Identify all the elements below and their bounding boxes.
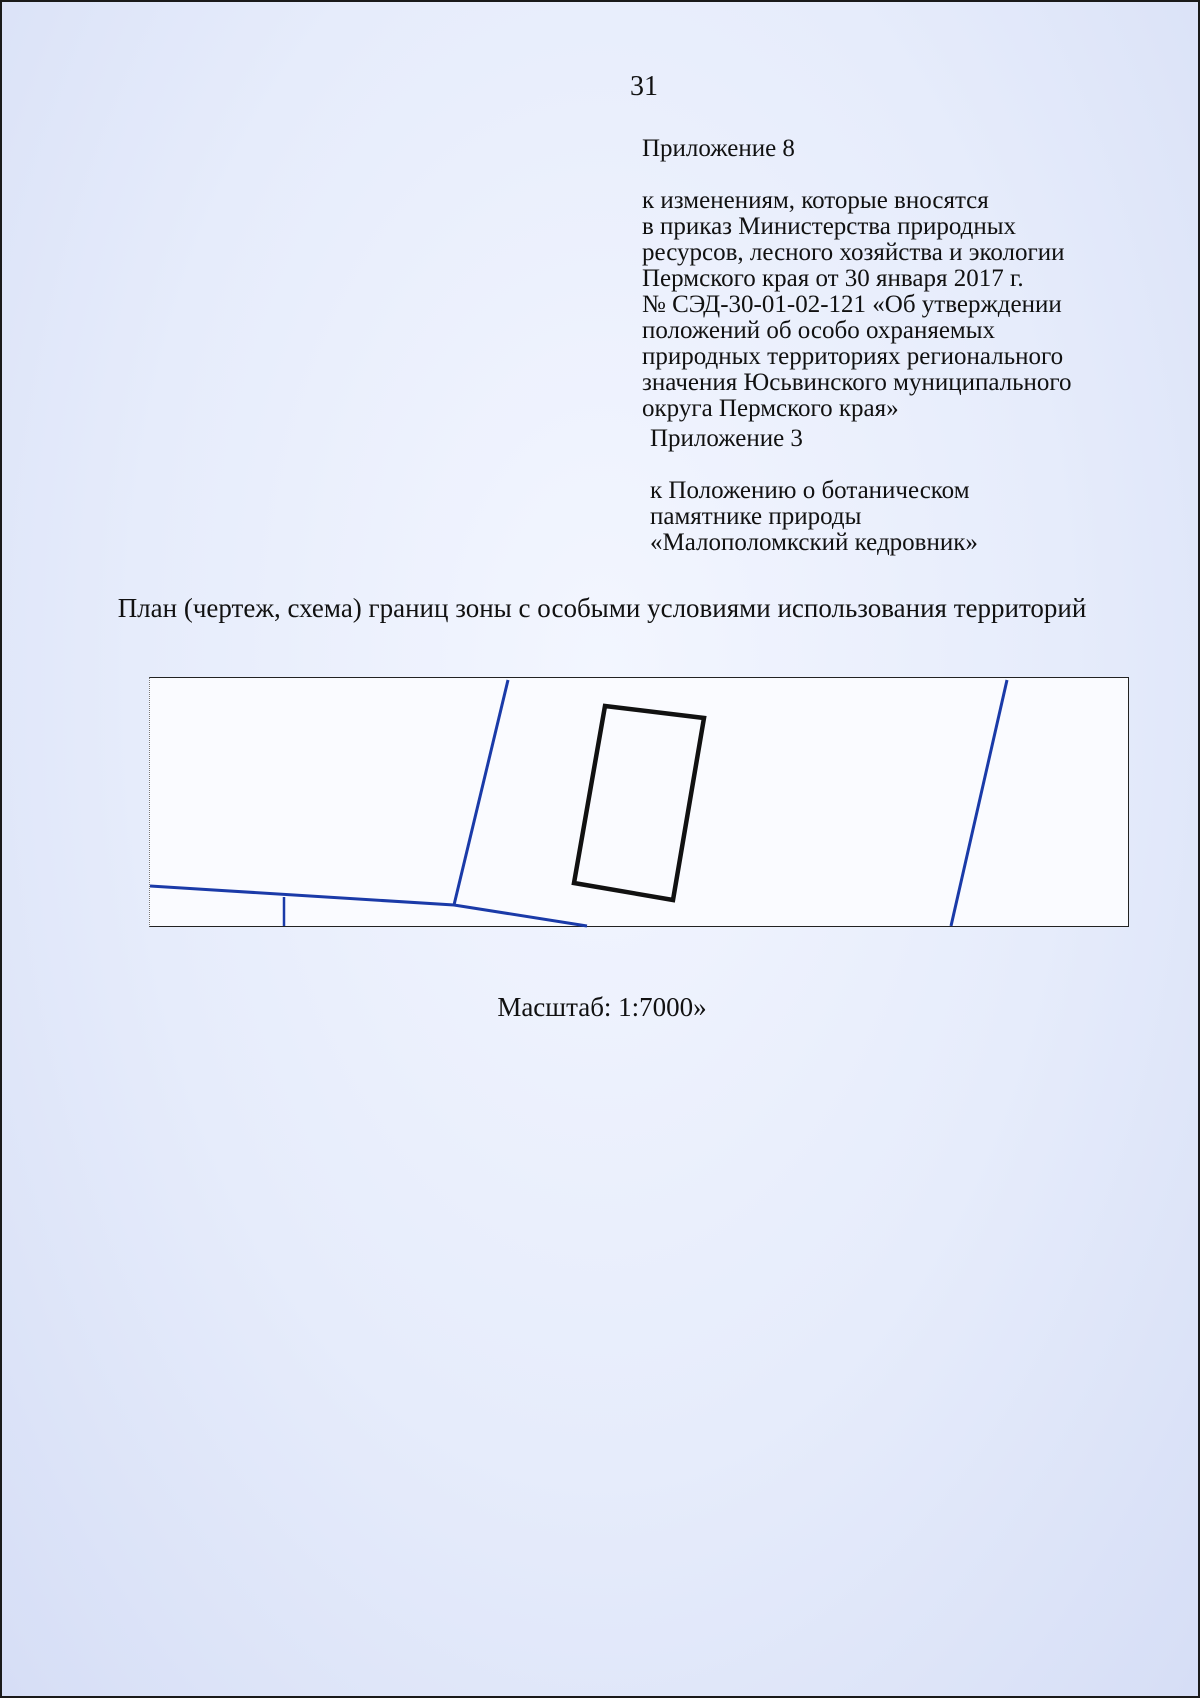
page-number: 31 [630,71,658,102]
annex-8-title: Приложение 8 [642,135,795,162]
annex-3-title: Приложение 3 [650,425,803,452]
parcel-boundary-line-left [454,680,508,905]
plan-title: План (чертеж, схема) границ зоны с особыми условиями использования территорий [117,593,1087,623]
annex-8-header [642,110,1162,448]
boundary-plan-drawing [150,678,1130,928]
annex-3-body: к Положению о ботаническом памятнике природы «Малополомкский кедровник» [650,477,978,556]
boundary-plan-map [149,677,1129,927]
protected-zone-outline [574,706,704,900]
annex-3-header [650,400,1130,582]
road-boundary-line [150,886,587,926]
annex-8-body: к изменениям, которые вносятся в приказ Министерства природных ресурсов, лесного хозяйства и экологии Пермского края от 30 января 2017 г. № СЭД-30-01-02-121 «Об утверждении положений об особо охраняемых природных территориях регионального значения Юсьвинского муниципального округа Пермского края» [642,187,1072,422]
parcel-boundary-line-right [951,680,1007,926]
map-scale: Масштаб: 1:7000» [497,992,707,1022]
